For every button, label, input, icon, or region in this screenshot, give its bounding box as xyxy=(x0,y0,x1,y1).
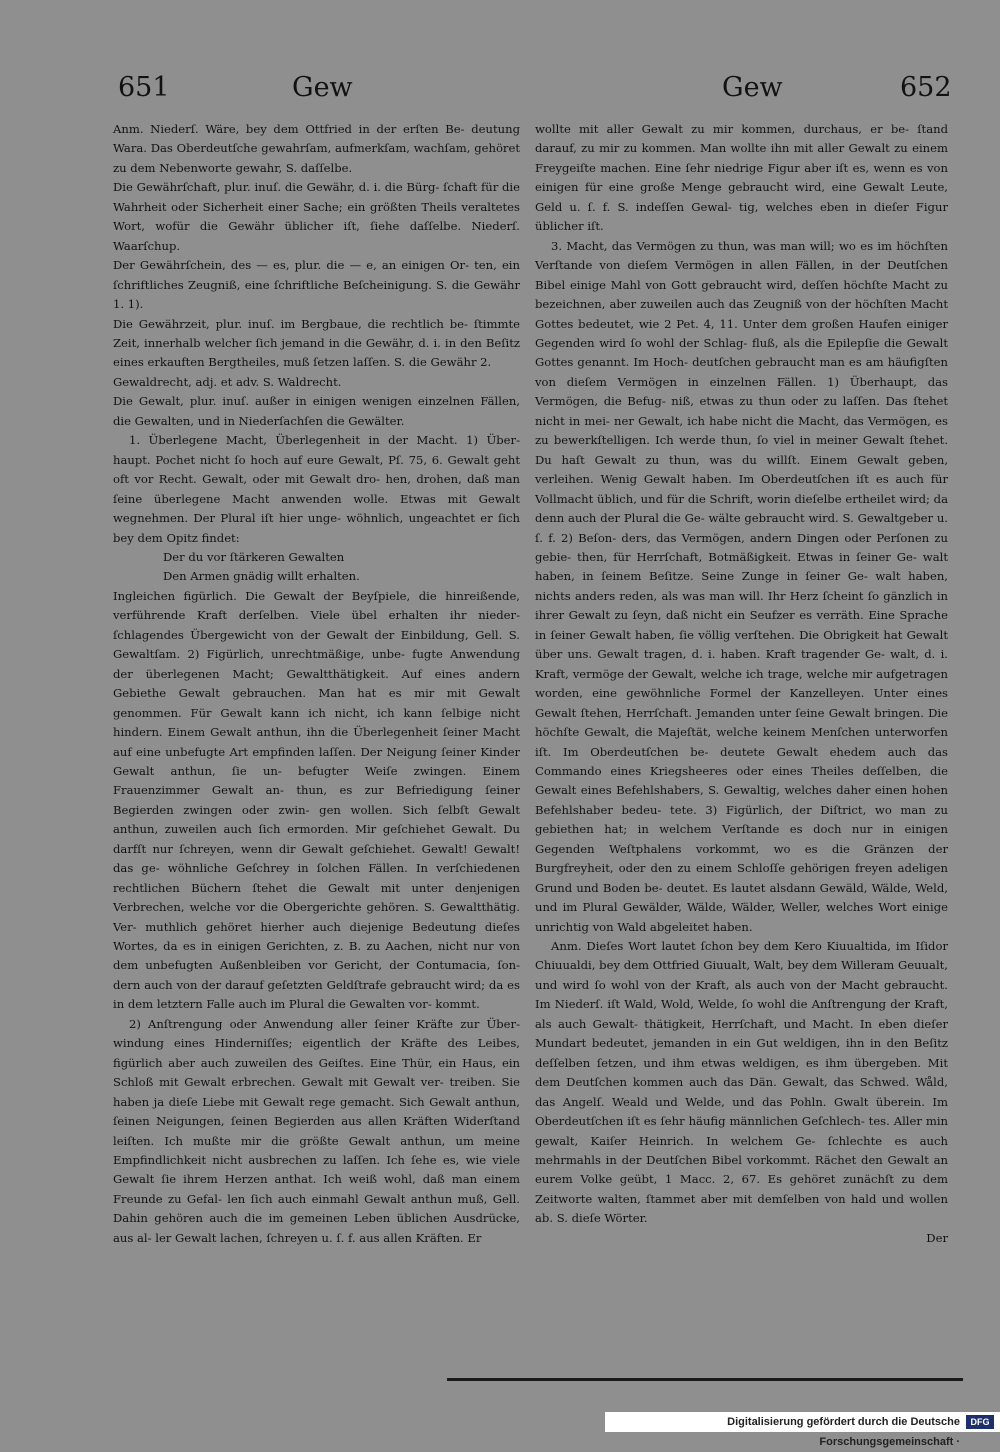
funding-text: Digitalisierung gefördert durch die Deutsche Forschungsgemeinschaft · xyxy=(727,1416,960,1448)
entry-note-wara: Anm. Niederſ. Wäre, bey dem Ottfried in der erſten Be- deutung Wara. Das Oberdeutſche gewahrſam, aufmerkſam, wachſam, gehöret zu dem Nebenworte gewahr, S. daſſelbe. xyxy=(113,122,520,175)
dfg-logo-icon: DFG xyxy=(966,1415,994,1429)
right-column xyxy=(535,120,948,1245)
catchword: Der xyxy=(926,1230,948,1245)
gewalt-sense-2: 2) Anſtrengung oder Anwendung aller ſeiner Kräfte zur Über- windung eines Hinderniſſes; eigentlich der Kräfte des Leibes, figürlich aber auch zuweilen des Geiſtes. Eine Thür, ein Haus, ein Schloß mit Gewalt erbrechen. Gewalt mit Gewalt ver- treiben. Sie haben ja dieſe Liebe mit Gewalt rege gemacht. Sich Gewalt anthun, ſeinen Neigungen, ſeinen Begierden aus allen Kräften Widerſtand leiſten. Ich mußte mir die größte Gewalt anthun, um meine Empfindlichkeit nicht ausbrechen zu laſſen. Ich ſehe es, wie viele Gewalt ſie ihrem Herzen anthat. Ich weiß wohl, daß man einem Freunde zu Gefal- len ſich auch einmahl Gewalt anthun muß, Gell. Dahin gehören auch die im gemeinen Leben üblichen Ausdrücke, aus al- ler Gewalt lachen, ſchreyen u. ſ. f. aus allen Kräften. Er xyxy=(113,1016,520,1245)
entry-gewaehrschein: Der Gewährſchein, des — es, plur. die — e, an einigen Or- ten, ein ſchriftliches Zeugniß, eine ſchriftliche Beſcheinigung. S. die Gewähr 1. 1). xyxy=(113,258,520,312)
funding-footer xyxy=(605,1412,1000,1448)
verse-line-1: Der du vor ſtärkeren Gewalten xyxy=(163,549,345,564)
left-column xyxy=(113,120,520,1245)
entry-gewaldrecht: Gewaldrecht, adj. et adv. S. Waldrecht. xyxy=(113,374,342,389)
bottom-rule xyxy=(447,1378,963,1381)
gewalt-sense-1: 1. Überlegene Macht, Überlegenheit in der Macht. 1) Über- haupt. Pochet nicht ſo hoch auf eure Gewalt, Pſ. 75, 6. Gewalt geht oft vor Recht. Gewalt, oder mit Gewalt dro- hen, drohen, daß man ſeine überlegene Macht anwenden wolle. Etwas mit Gewalt wegnehmen. Der Plural iſt hier unge- wöhnlich, ungeachtet er ſich bey dem Opitz findet: xyxy=(113,433,520,545)
gewalt-sense-3: 3. Macht, das Vermögen zu thun, was man will; wo es im höchſten Verſtande von dieſem Vermögen in allen Fällen, in der Deutſchen Bibel einige Mahl von Gott gebraucht wird, deſſen höchſte Macht zu bezeichnen, aber zuweilen auch das Zeugniß von der höchſten Macht Gottes bedeutet, wie 2 Pet. 4, 11. Unter dem großen Haufen einiger Gegenden wird ſo wohl der Schlag- fluß, als die Epilepſie die Gewalt Gottes genannt. Im Hoch- deutſchen gebraucht man es am häufigſten von dieſem Vermögen in einzelnen Fällen. 1) Überhaupt, das Vermögen, die Befug- niß, etwas zu thun oder zu laſſen. Das ſtehet nicht in mei- ner Gewalt, ich habe nicht die Macht, das Vermögen, es zu bewerkſtelligen. Ich werde thun, ſo viel in meiner Gewalt ſtehet. Du haſt Gewalt zu thun, was du willſt. Einem Gewalt geben, verleihen. Wenig Gewalt haben. Im Oberdeutſchen iſt es auch für Vollmacht üblich, und für die Schrift, worin dieſelbe ertheilet wird; da denn auch der Plural die Ge- wälte gebraucht wird. S. Gewaltgeber u. ſ. f. 2) Beſon- ders, das Vermögen, andern Dingen oder Perſonen zu gebie- then, für Herrſchaft, Botmäßigkeit. Etwas in ſeiner Ge- walt haben, in ſeinem Beſitze. Seine Zunge in ſeiner Ge- walt haben, nichts anders reden, als was man will. Ihr Herz ſcheint ſo gänzlich in ihrer Gewalt zu ſeyn, daß nicht ein Seufzer es verräth. Eine Sprache in ſeiner Gewalt haben, ſie völlig verſtehen. Die Obrigkeit hat Gewalt über uns. Gewalt tragen, d. i. haben. Kraft tragender Ge- walt, d. i. Kraft, vermöge der Gewalt, welche ich trage, welche mir aufgetragen worden, eine gewöhnliche Formel der Kanzelleyen. Unter eines Gewalt ſtehen, Herrſchaft. Jemanden unter ſeine Gewalt bringen. Die höchſte Gewalt, die Majeſtät, welche keinem Menſchen unterworfen iſt. Im Oberdeutſchen be- deutete Gewalt ehedem auch das Commando eines Kriegsheeres oder eines Theiles deſſelben, die Gewalt eines Befehlshabers, S. Gewaltig, welches daher einen hohen Befehlshaber bedeu- tete. 3) Figürlich, der Diſtrict, wo man zu gebiethen hat; in welchem Verſtande es doch nur in einigen Gegenden Weſtphalens vorkommt, wo es die Gränzen der Burgfreyheit, oder den zu einem Schloſſe gehörigen freyen adeligen Grund und Boden be- deutet. Es lautet alsdann Gewäld, Wälde, Weld, und im Plural Gewälder, Wälde, Wälder, Weller, welches Wort einige unrichtig von Wald abgeleitet haben. xyxy=(535,238,948,934)
running-head-right: Gew xyxy=(722,72,783,103)
running-head-left: Gew xyxy=(292,72,353,103)
entry-gewalt: Die Gewalt, plur. inuſ. außer in einigen wenigen einzelnen Fällen, die Gewalten, und in Niederſachſen die Gewälter. xyxy=(113,394,520,428)
gewalt-etymology-note: Anm. Dieſes Wort lautet ſchon bey dem Kero Kiuualtida, im Iſidor Chiuualdi, bey dem Ottfried Giuualt, Walt, bey dem Willeram Geuualt, und wird ſo wohl von der Kraft, als auch von der Macht gebraucht. Im Niederſ. iſt Wald, Wold, Welde, ſo wohl die Anſtrengung der Kraft, als auch Gewalt- thätigkeit, Herrſchaft, und Macht. In eben dieſer Mundart bedeutet, jemanden in ein Gut weldigen, ihn in den Beſitz deſſelben ſetzen, und ihm etwas weldigen, es ihm übergeben. Mit dem Deutſchen kommen auch das Dän. Gewalt, das Schwed. Wåld, das Angelſ. Weald und Welde, und das Pohln. Gwalt überein. Im Oberdeutſchen iſt es ſehr häufig männlichen Geſchlech- tes. Aller min gewalt, Kaiſer Heinrich. In welchem Ge- ſchlechte es auch mehrmahls in der Deutſchen Bibel vorkommt. Rächet den Gewalt an eurem Volke geübt, 1 Macc. 2, 67. Es gehöret zunächſt zu dem Zeitworte walten, ſtammet aber mit demſelben von hald und wollen ab. S. dieſe Wörter. xyxy=(535,939,948,1226)
verse-line-2: Den Armen gnädig willt erhalten. xyxy=(163,569,360,584)
page-number-right: 652 xyxy=(900,72,952,103)
page-number-left: 651 xyxy=(118,72,170,103)
gewalt-sense-2-continued: wollte mit aller Gewalt zu mir kommen, durchaus, er be- ſtand darauf, zu mir zu kommen. Man wollte ihn mit aller Gewalt zu einem Freygeiſte machen. Eine ſehr niedrige Figur aber iſt es, wenn es von einigen für eine große Menge gebraucht wird, eine Gewalt Leute, Geld u. ſ. f. S. indeſſen Gewal- tig, welches eben in dieſer Figur üblicher iſt. xyxy=(535,122,948,234)
gewalt-figurative: Ingleichen figürlich. Die Gewalt der Beyſpiele, die hinreißende, verführende Kraft derſelben. Viele übel erhalten ihr nieder- ſchlagendes Übergewicht von der Gewalt der Einbildung, Gell. S. Gewaltſam. 2) Figürlich, unrechtmäßige, unbe- fugte Anwendung der überlegenen Macht; Gewaltthätigkeit. Auf eines andern Gebiethe Gewalt gebrauchen. Man hat es mir mit Gewalt genommen. Für Gewalt kann ich nicht, ich kann ſelbige nicht hindern. Einem Gewalt anthun, ihn die Überlegenheit ſeiner Macht auf eine unbefugte Art empfinden laſſen. Der Neigung ſeiner Kinder Gewalt anthun, ſie un- befugter Weiſe zwingen. Einem Frauenzimmer Gewalt an- thun, es zur Befriedigung ſeiner Begierden zwingen oder zwin- gen wollen. Sich ſelbſt Gewalt anthun, zuweilen auch ſich ermorden. Mir geſchiehet Gewalt. Du darfſt nur ſchreyen, wenn dir Gewalt geſchiehet. Gewalt! Gewalt! das ge- wöhnliche Geſchrey in ſolchen Fällen. In verſchiedenen rechtlichen Büchern ſtehet die Gewalt mit unter denjenigen Verbrechen, welche vor die Obergerichte gehören. S. Gewaltthätig. Ver- muthlich gehöret hierher auch diejenige Bedeutung dieſes Wortes, da es in einigen Gerichten, z. B. zu Aachen, nicht nur von dem unbefugten Außenbleiben vor Gericht, der Contumacia, ſon- dern auch von der darauf geſetzten Geldſtrafe gebraucht wird; da es in dem letztern Falle auch im Plural die Gewalten vor- kommt. xyxy=(113,588,520,1012)
entry-gewaehrschaft: Die Gewährſchaft, plur. inuſ. die Gewähr, d. i. die Bürg- ſchaft für die Wahrheit oder Sicherheit einer Sache; ein größten Theils veraltetes Wort, wofür die Gewähr üblicher iſt, ſiehe daſſelbe. Niederſ. Waarſchup. xyxy=(113,180,520,253)
entry-gewaehrzeit: Die Gewährzeit, plur. inuſ. im Bergbaue, die rechtlich be- ſtimmte Zeit, innerhalb welcher ſich jemand in die Gewähr, d. i. in den Beſitz eines erkauften Bergtheiles, muß ſetzen laſſen. S. die Gewähr 2. xyxy=(113,316,520,370)
